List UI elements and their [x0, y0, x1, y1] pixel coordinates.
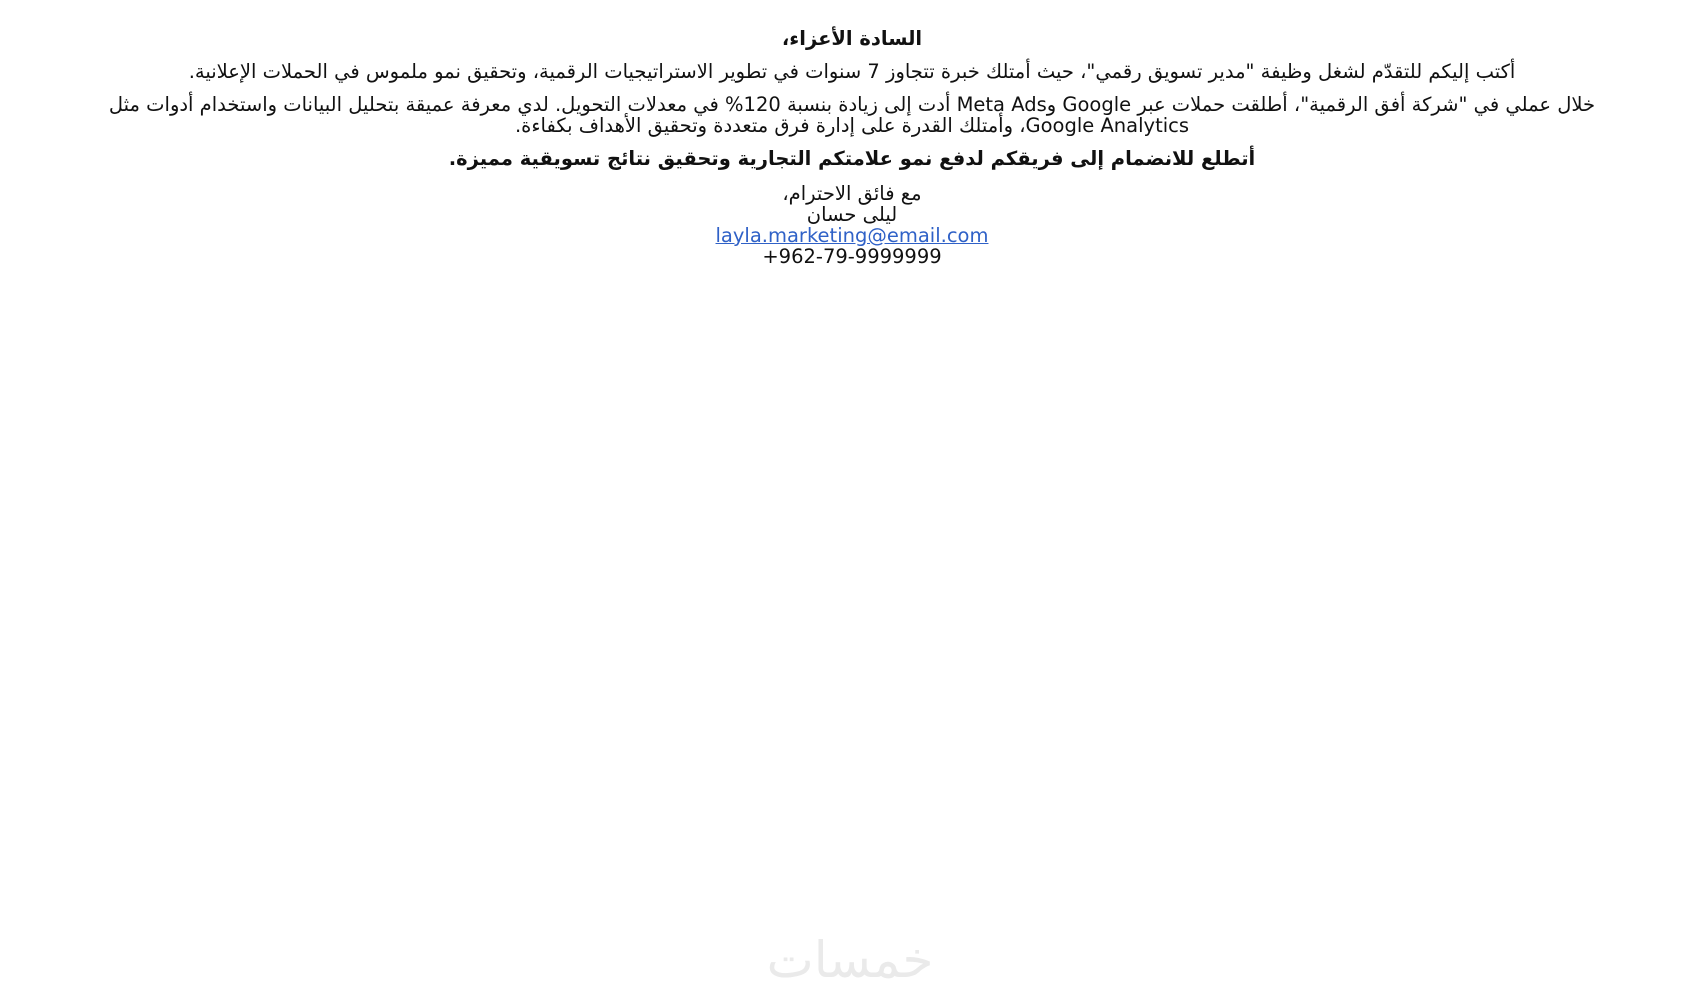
letter-greeting: السادة الأعزاء، — [781, 27, 923, 50]
letter-paragraph-intro: أكتب إليكم للتقدّم لشغل وظيفة "مدير تسويق رقمي"، حيث أمتلك خبرة تتجاوز 7 سنوات في تطوير الاستراتيجيات الرقمية، وتحقيق نمو ملموس في الحملات الإعلانية. — [188, 60, 1516, 83]
sender-phone: +962-79-9999999 — [762, 245, 942, 268]
cover-letter — [92, 28, 1612, 267]
sender-email-link[interactable]: layla.marketing@email.com — [715, 224, 989, 247]
watermark-logo: خمسات — [766, 931, 934, 989]
letter-paragraph-experience: خلال عملي في "شركة أفق الرقمية"، أطلقت حملات عبر Google وMeta Ads أدت إلى زيادة بنسبة 120% في معدلات التحويل. لدي معرفة عميقة بتحليل البيانات واستخدام أدوات مثل Google Analytics، وأمتلك القدرة على إدارة فرق متعددة وتحقيق الأهداف بكفاءة. — [108, 93, 1596, 137]
signature-block — [92, 183, 1612, 267]
sender-name: ليلى حسان — [806, 203, 898, 226]
signoff-line: مع فائق الاحترام، — [782, 182, 922, 205]
letter-closing-statement: أتطلع للانضمام إلى فريقكم لدفع نمو علامتكم التجارية وتحقيق نتائج تسويقية مميزة. — [448, 147, 1256, 170]
